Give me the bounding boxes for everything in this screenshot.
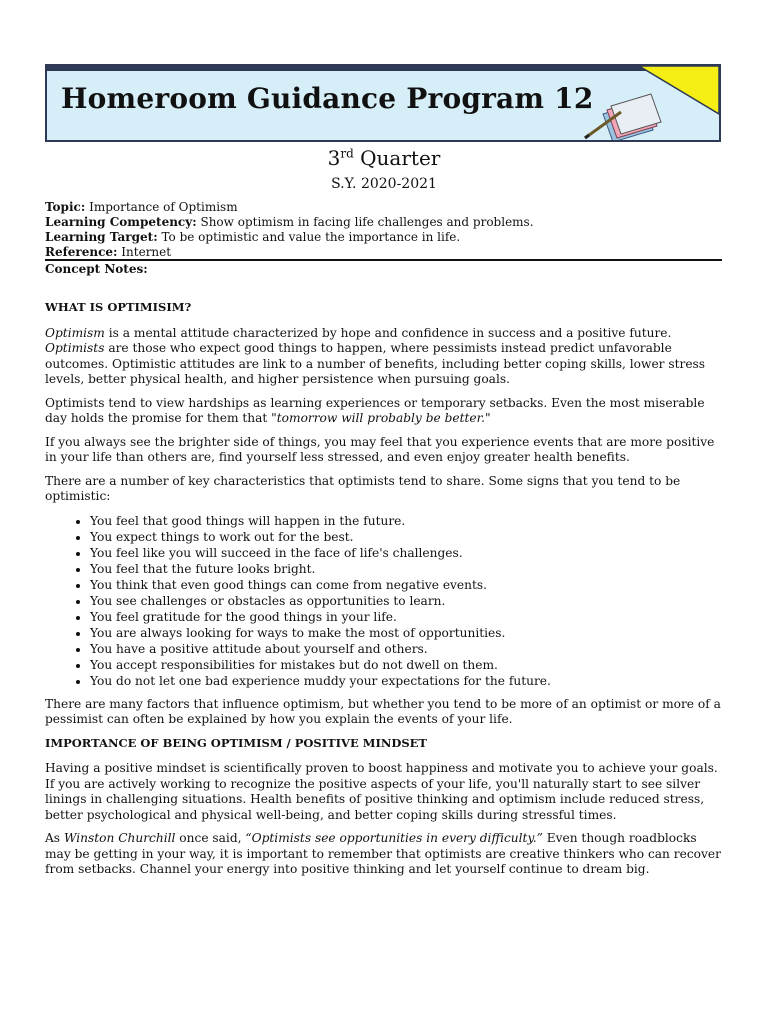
section-heading-importance: IMPORTANCE OF BEING OPTIMISM / POSITIVE MINDSET (45, 735, 427, 750)
header-banner (45, 64, 721, 142)
paragraph-positive-mindset: Having a positive mindset is scientifically proven to boost happiness and motivate you to achieve your goals. If you are actively working to recognize the positive aspects of your life, you'll naturally start to see silver linings in challenging situations. Health benefits of positive thinking and optimism include reduced stress, better psychological and physical well-being, and better coping skills during stressful times. (45, 761, 718, 822)
paragraph-hardships (45, 396, 725, 427)
paragraph-text: are those who expect good things to happen, where pessimists instead predict unfavorable outcomes. Optimistic attitudes are link to a number of benefits, including better coping skills, lower stress levels, better physical health, and higher persistence when pursuing goals. (45, 341, 706, 386)
concept-notes-label: Concept Notes: (45, 262, 148, 276)
reference-line (45, 245, 721, 260)
lesson-meta (45, 200, 721, 260)
school-year: S.Y. 2020-2021 (331, 176, 437, 192)
topic-label: Topic: (45, 200, 86, 214)
reference-label: Reference: (45, 245, 118, 259)
list-item: • You feel gratitude for the good things in your life. (90, 609, 725, 625)
section-heading-what-is-optimism: WHAT IS OPTIMISIM? (45, 300, 192, 314)
paragraph-churchill (45, 831, 725, 878)
paragraph-brighter-side: If you always see the brighter side of things, you may feel that you experience events that are more positive in your life than others are, find yourself less stressed, and even enjoy greater health benefits. (45, 434, 715, 464)
paragraph-definition (45, 326, 725, 388)
quote-tomorrow: "tomorrow will probably be better." (271, 411, 491, 425)
books-pencil-icon (579, 66, 719, 142)
quarter-suffix: rd (340, 146, 354, 161)
reference-value: Internet (121, 245, 172, 259)
paragraph-text: As (45, 831, 64, 845)
list-item: • You do not let one bad experience muddy your expectations for the future. (90, 673, 725, 689)
list-item: • You expect things to work out for the best. (90, 529, 725, 545)
optimism-signs-list (45, 513, 725, 689)
paragraph-text: once said, (175, 831, 246, 845)
competency-value: Show optimism in facing life challenges and problems. (200, 215, 534, 229)
concept-notes (45, 300, 725, 886)
paragraph-characteristics: There are a number of key characteristics that optimists tend to share. Some signs that you tend to be optimistic: (45, 473, 681, 503)
paragraph-text: is a mental attitude characterized by hope and confidence in success and a positive future. (104, 325, 672, 340)
paragraph-text: Even though roadblocks may be getting in your way, it is important to remember that optimists are creative thinkers who can recover from setbacks. Channel your energy into positive thinking and let yourself continue to dream big. (45, 831, 721, 876)
competency-line (45, 215, 721, 230)
paragraph-text: Optimists tend to view hardships as learning experiences or temporary setbacks. Even the most miserable day holds the promise for them that (45, 395, 705, 425)
paragraph-factors: There are many factors that influence optimism, but whether you tend to be more of an optimist or more of a pessimist can often be explained by how you explain the events of your life. (45, 696, 721, 726)
list-item: • You feel that good things will happen in the future. (90, 513, 725, 529)
quote-churchill: “Optimists see opportunities in every difficulty.” (245, 831, 543, 845)
page-title: Homeroom Guidance Program 12 (61, 82, 594, 115)
quarter-word: Quarter (360, 146, 441, 170)
term-optimists: Optimists (45, 341, 105, 355)
quarter-number: 3 (327, 146, 341, 170)
quarter-heading (0, 146, 768, 170)
target-line (45, 230, 721, 245)
list-item: • You think that even good things can come from negative events. (90, 577, 725, 593)
topic-value: Importance of Optimism (89, 200, 238, 214)
list-item: • You have a positive attitude about yourself and others. (90, 641, 725, 657)
list-item: • You feel like you will succeed in the face of life's challenges. (90, 545, 725, 561)
name-churchill: Winston Churchill (63, 831, 176, 845)
target-label: Learning Target: (45, 230, 158, 244)
divider (45, 259, 722, 261)
list-item: • You accept responsibilities for mistakes but do not dwell on them. (90, 657, 725, 673)
term-optimism: Optimism (45, 325, 105, 340)
list-item: • You feel that the future looks bright. (90, 561, 725, 577)
competency-label: Learning Competency: (45, 215, 197, 229)
list-item: • You see challenges or obstacles as opportunities to learn. (90, 593, 725, 609)
target-value: To be optimistic and value the importance in life. (161, 230, 461, 244)
list-item: • You are always looking for ways to make the most of opportunities. (90, 625, 725, 641)
topic-line (45, 200, 721, 215)
